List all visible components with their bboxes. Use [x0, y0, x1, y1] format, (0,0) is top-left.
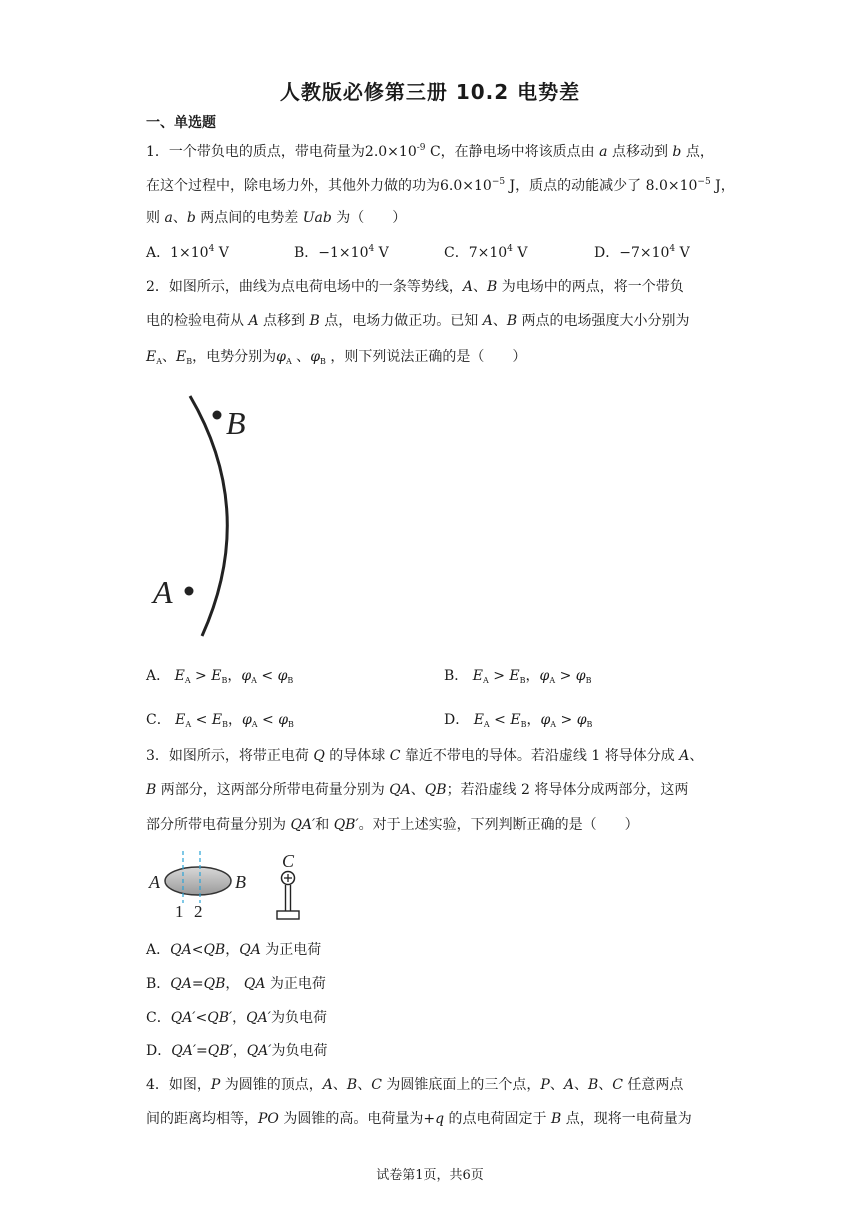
label-c: C — [282, 851, 295, 871]
point-b-dot — [213, 411, 222, 420]
label-1: 1 — [175, 902, 184, 921]
stand-base — [277, 911, 299, 919]
q2-line-3: $E_A$、$E_B$，电势分别为$\varphi_A$ 、$\varphi_B$ ，则下列说法正确的是（ ） — [146, 349, 527, 366]
q3-option-a[interactable]: A．QA<QB，QA 为正电荷 — [146, 942, 322, 958]
q1-option-b[interactable]: B．$-1\times 10^4$ V — [294, 244, 389, 261]
q2-line-2: 电的检验电荷从 A 点移到 B 点，电场力做正功。已知 A、B 两点的电场强度大小分别为 — [146, 313, 690, 329]
equipotential-curve — [190, 396, 227, 636]
q4-line-2: 间的距离均相等，PO 为圆锥的高。电荷量为+q 的点电荷固定于 B 点，现将一电荷量为 — [146, 1111, 692, 1127]
q2-option-b[interactable]: B． $E_A > E_B$，$\varphi_A > \varphi_B$ — [444, 668, 592, 685]
q3-line-3: 部分所带电荷量分别为 QA′和 QB′。对于上述实验，下列判断正确的是（ ） — [146, 817, 639, 833]
q2-option-c[interactable]: C． $E_A < E_B$，$\varphi_A < \varphi_B$ — [146, 712, 294, 729]
q2-option-d[interactable]: D． $E_A < E_B$，$\varphi_A > \varphi_B$ — [444, 712, 593, 729]
q3-option-c[interactable]: C．QA′<QB′，QA′为负电荷 — [146, 1010, 327, 1026]
equipotential-figure — [140, 388, 260, 648]
label-b: B — [226, 405, 246, 441]
label-a: A — [153, 574, 173, 610]
label-a: A — [149, 872, 160, 892]
page-footer: 试卷第1页，共6页 — [376, 1168, 484, 1183]
q3-option-b[interactable]: B．QA=QB， QA 为正电荷 — [146, 976, 326, 992]
q2-line-1: 2．如图所示，曲线为点电荷电场中的一条等势线，A、B 为电场中的两点，将一个带负 — [146, 279, 684, 295]
q3-line-2: B 两部分，这两部分所带电荷量分别为 QA、QB；若沿虚线 2 将导体分成两部分，这两 — [146, 782, 689, 798]
q1-line-1: 1．一个带负电的质点，带电荷量为$2.0\times 10^{-9}$ C，在静电场中将该质点由 a 点移动到 b 点， — [146, 143, 714, 160]
label-b: B — [235, 872, 246, 892]
q1-option-a[interactable]: A．$1\times 10^4$ V — [146, 244, 229, 261]
q3-option-d[interactable]: D．QA′=QB′，QA′为负电荷 — [146, 1043, 328, 1059]
q1-option-d[interactable]: D．$-7\times 10^4$ V — [594, 244, 690, 261]
q2-option-a[interactable]: A． $E_A > E_B$，$\varphi_A < \varphi_B$ — [146, 668, 294, 685]
section-heading: 一、单选题 — [146, 115, 216, 131]
q1-option-c[interactable]: C．$7\times 10^4$ V — [444, 244, 528, 261]
conductor-ellipse — [165, 867, 231, 895]
label-2: 2 — [194, 902, 203, 921]
q1-line-2: 在这个过程中，除电场力外，其他外力做的功为$6.0\times 10^{-5}$ J，质点的动能减少了 $8.0\times 10^{-5}$ J， — [146, 177, 735, 194]
q3-line-1: 3．如图所示，将带正电荷 Q 的导体球 C 靠近不带电的导体。若沿虚线 1 将导体分成 A、 — [146, 748, 704, 764]
page-title: 人教版必修第三册 10.2 电势差 — [279, 80, 581, 104]
point-a-dot — [185, 587, 194, 596]
q4-line-1: 4．如图，P 为圆锥的顶点，A、B、C 为圆锥底面上的三个点，P、A、B、C 任意两点 — [146, 1077, 684, 1093]
conductor-figure — [140, 845, 320, 925]
q1-line-3: 则 a、b 两点间的电势差 Uab 为（ ） — [146, 210, 407, 226]
